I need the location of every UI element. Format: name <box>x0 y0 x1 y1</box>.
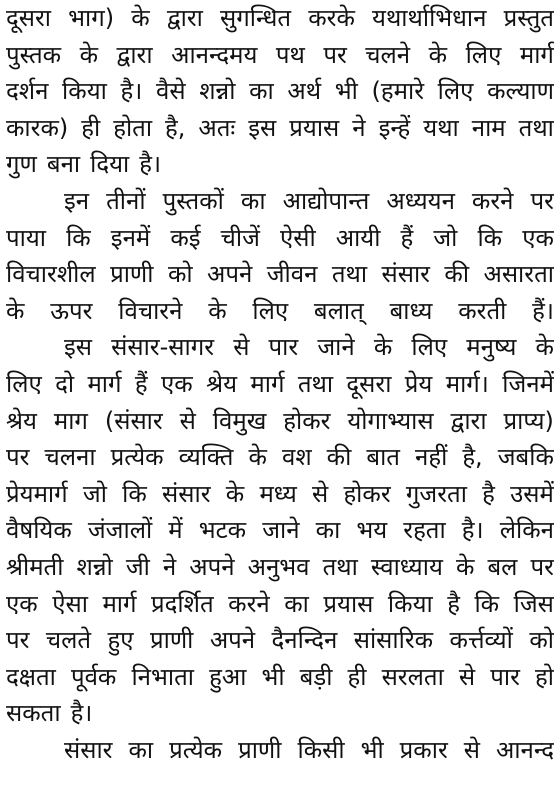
word: नाम <box>471 113 506 142</box>
word: है <box>447 589 460 618</box>
word: प्रयास <box>289 113 340 142</box>
text-line <box>6 146 554 183</box>
word: प्राणी <box>238 735 282 764</box>
word: श्रीमती <box>6 552 64 581</box>
word: वैषयिक <box>6 516 72 545</box>
word: ऊपर <box>50 296 93 325</box>
text-line <box>6 183 554 220</box>
word: बाध्य <box>389 296 433 325</box>
word: एक <box>522 223 554 252</box>
word: चलना <box>44 443 96 472</box>
word: पर <box>6 443 30 472</box>
word: अपने <box>209 626 256 655</box>
word: का <box>240 186 266 215</box>
text-line <box>6 512 554 549</box>
word: द्वारा <box>450 406 487 435</box>
word: करने <box>471 186 514 215</box>
word: अपने <box>189 552 235 581</box>
word: बड़ी <box>299 662 333 691</box>
word: जो <box>433 223 458 252</box>
word: के <box>248 443 267 472</box>
word: गुजरता <box>405 479 467 508</box>
word: अपने <box>207 260 253 289</box>
word: ने <box>162 552 177 581</box>
word: जीवन <box>266 260 318 289</box>
word: व्यक्ति <box>178 443 234 472</box>
word: हैं <box>134 369 148 398</box>
word: कि <box>122 479 147 508</box>
word: दूसरा <box>6 4 51 32</box>
word: जिस <box>513 589 554 618</box>
text-line <box>6 256 554 293</box>
word: हैं <box>400 223 414 252</box>
text-line <box>6 549 554 586</box>
word: दैनन्दिन <box>271 626 338 655</box>
word: विचारशील <box>6 260 96 289</box>
word: कर्त्तव्यों <box>449 626 513 655</box>
word: पर <box>530 552 554 581</box>
text-line <box>6 73 554 110</box>
word: ऐसी <box>279 223 316 252</box>
word: पुस्तकों <box>162 186 224 215</box>
word: ऐसा <box>52 589 88 618</box>
word: में <box>168 516 183 545</box>
word: पर <box>6 626 30 655</box>
word: आनन्दमय <box>171 40 258 69</box>
text-line <box>6 293 554 330</box>
word: जाने <box>262 516 300 545</box>
word: भी <box>334 77 358 106</box>
word: कल्याण <box>487 77 554 106</box>
word: का <box>284 589 309 618</box>
word: तथा <box>297 369 334 398</box>
word: एक <box>6 589 38 618</box>
word: इन्हें <box>378 113 411 142</box>
word: चलने <box>365 40 411 69</box>
word: शन्नो <box>76 552 113 581</box>
word: करके <box>308 4 355 32</box>
word: द्वारा <box>166 4 203 32</box>
word: अर्थ <box>287 77 322 106</box>
word: आनन्द <box>495 735 554 764</box>
word: नहीं <box>415 443 448 472</box>
word: होकर <box>343 479 391 508</box>
word: होकर <box>283 406 331 435</box>
word: कि <box>477 223 503 252</box>
word: पार <box>490 662 520 691</box>
word: के <box>535 333 554 362</box>
word: तीनों <box>106 186 146 215</box>
word: प्रेय <box>404 369 433 398</box>
word: चीजें <box>220 223 260 252</box>
word: सरलता <box>381 662 444 691</box>
word: अतः <box>198 113 236 142</box>
word: शन्नो <box>199 77 236 106</box>
word: किया <box>387 589 433 618</box>
word: आयी <box>335 223 381 252</box>
word: (संसार <box>104 406 163 435</box>
word: गुण <box>6 150 37 179</box>
word: लिए <box>252 296 289 325</box>
word: हैं। <box>532 296 554 325</box>
word: प्राणी <box>110 260 154 289</box>
word: इस <box>64 333 93 362</box>
word: पाया <box>6 223 46 252</box>
word: संसार <box>64 735 113 764</box>
word: पार <box>268 333 299 362</box>
word: प्रयास <box>323 589 374 618</box>
word: आद्योपान्त <box>282 186 370 215</box>
word: करने <box>228 589 270 618</box>
word: से <box>458 662 476 691</box>
word: को <box>167 260 193 289</box>
word: से <box>311 479 329 508</box>
word: है <box>482 479 495 508</box>
word: भी <box>261 662 285 691</box>
word: निभाता <box>131 662 194 691</box>
word: मार्ग <box>87 369 122 398</box>
word: कई <box>170 223 201 252</box>
word: इन <box>64 186 90 215</box>
word: अध्ययन <box>386 186 455 215</box>
word: किया <box>62 77 107 106</box>
word: करती <box>458 296 507 325</box>
word: इस <box>248 113 277 142</box>
word: जबकि <box>497 443 554 472</box>
text-line <box>6 659 554 696</box>
word: बलात् <box>313 296 364 325</box>
word: से <box>233 333 250 362</box>
text-line <box>6 732 554 769</box>
text-line <box>6 403 554 440</box>
word: प्रत्येक <box>110 443 164 472</box>
word: किसी <box>297 735 345 764</box>
word: के <box>208 296 227 325</box>
word: से <box>179 406 196 435</box>
word: एक <box>161 369 193 398</box>
word: प्राप्य) <box>503 406 554 435</box>
word: भय <box>356 516 388 545</box>
word: संसार <box>162 479 211 508</box>
word: स्वाध्याय <box>370 552 443 581</box>
word: दिया <box>90 150 130 179</box>
word: भाग) <box>68 4 115 32</box>
word: वैसे <box>156 77 186 106</box>
word: प्रस्तुत <box>503 4 554 32</box>
text-line <box>6 695 554 732</box>
word: प्रदर्शित <box>151 589 214 618</box>
word: इनमें <box>110 223 151 252</box>
text-line <box>6 366 554 403</box>
word: लिए <box>465 40 502 69</box>
word: बना <box>46 150 81 179</box>
word: वश <box>281 443 312 472</box>
text-line <box>6 0 554 37</box>
word: संसार <box>381 260 430 289</box>
word: विमुख <box>212 406 267 435</box>
word: है, <box>165 113 186 142</box>
word: पर <box>530 186 554 215</box>
word: हो <box>534 662 554 691</box>
word: प्रेयमार्ग <box>6 479 68 508</box>
word: द्वारा <box>116 40 153 69</box>
word: श्रेय <box>206 369 238 398</box>
word: जाने <box>317 333 355 362</box>
word: मध्य <box>259 479 297 508</box>
word: सांसारिक <box>353 626 434 655</box>
word: पर <box>323 40 347 69</box>
word: उसमें <box>510 479 554 508</box>
word: पूर्वक <box>70 662 117 691</box>
word: के <box>79 40 99 69</box>
word: का <box>128 735 154 764</box>
word: पथ <box>275 40 305 69</box>
word: यथार्थाभिधान <box>372 4 487 32</box>
word: (हमारे <box>371 77 425 106</box>
word: मनुष्य <box>466 333 517 362</box>
word: है। <box>139 150 162 179</box>
word: रहता <box>403 516 446 545</box>
word: विचारने <box>118 296 183 325</box>
word: से <box>463 735 480 764</box>
text-line <box>6 329 554 366</box>
word: माग <box>53 406 88 435</box>
word: के <box>131 4 150 32</box>
word: पुस्तक <box>6 40 62 69</box>
word: सकता <box>6 699 61 728</box>
word: बल <box>487 552 518 581</box>
text-line <box>6 439 554 476</box>
word: लिए <box>6 369 42 398</box>
word: भटक <box>198 516 247 545</box>
word: का <box>249 77 274 106</box>
word: दो <box>55 369 75 398</box>
word: प्रकार <box>399 735 448 764</box>
word: तथा <box>518 113 554 142</box>
word: असारता <box>483 260 554 289</box>
word: के <box>428 40 448 69</box>
word: के <box>373 333 393 362</box>
word: यथा <box>423 113 459 142</box>
word: होता <box>113 113 153 142</box>
word: का <box>315 516 341 545</box>
word: है, <box>462 443 483 472</box>
word: कि <box>66 223 91 252</box>
text-line <box>6 586 554 623</box>
word: दूसरा <box>346 369 392 398</box>
word: मार्ग <box>250 369 285 398</box>
word: कि <box>474 589 500 618</box>
word: लेकिन <box>499 516 554 545</box>
word: ही <box>347 662 367 691</box>
word: के <box>225 479 245 508</box>
word: जी <box>125 552 150 581</box>
word: जो <box>82 479 107 508</box>
word: को <box>529 626 554 655</box>
word: भी <box>360 735 384 764</box>
word: चलते <box>45 626 92 655</box>
word: योगाभ्यास <box>347 406 434 435</box>
word: श्रेय <box>6 406 37 435</box>
word: ने <box>352 113 366 142</box>
text-line <box>6 622 554 659</box>
word: प्रत्येक <box>169 735 223 764</box>
text-line <box>6 220 554 257</box>
word: कारक) <box>6 113 69 142</box>
word: जंजालों <box>87 516 153 545</box>
word: है। <box>461 516 484 545</box>
word: हुए <box>107 626 134 655</box>
word: अनुभव <box>247 552 310 581</box>
word: बात <box>366 443 400 472</box>
word: मार्ग <box>519 40 554 69</box>
word: है। <box>120 77 143 106</box>
word: है। <box>70 699 93 728</box>
word: लिए <box>437 77 474 106</box>
word: मार्ग। <box>445 369 489 398</box>
word: के <box>6 296 25 325</box>
word: लिए <box>411 333 448 362</box>
text-line <box>6 110 554 147</box>
word: की <box>444 260 470 289</box>
word: दक्षता <box>6 662 56 691</box>
word: संसार-सागर <box>111 333 215 362</box>
word: मार्ग <box>102 589 137 618</box>
word: हुआ <box>209 662 247 691</box>
word: के <box>455 552 475 581</box>
word: जिनमें <box>502 369 554 398</box>
word: ही <box>81 113 101 142</box>
word: प्राणी <box>149 626 194 655</box>
word: तथा <box>331 260 368 289</box>
word: की <box>326 443 352 472</box>
word: दर्शन <box>6 77 49 106</box>
text-line <box>6 476 554 513</box>
word: तथा <box>322 552 358 581</box>
word: सुगन्धित <box>220 4 292 32</box>
text-line <box>6 37 554 74</box>
